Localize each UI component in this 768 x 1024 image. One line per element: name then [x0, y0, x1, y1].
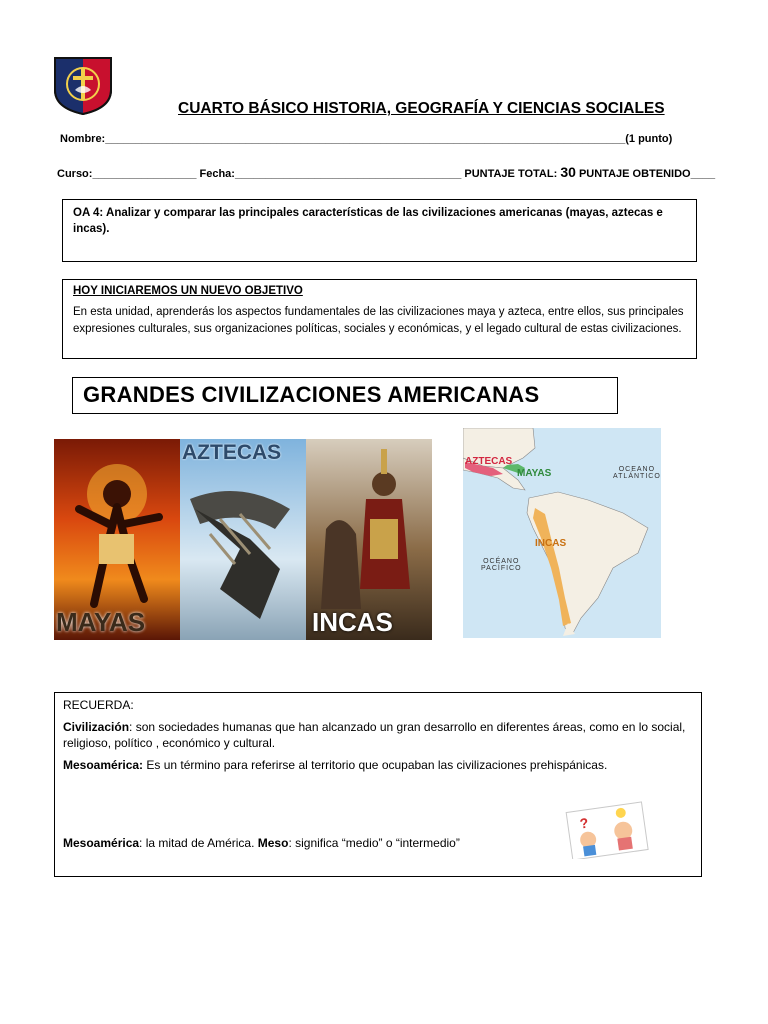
americas-map-image: [463, 428, 661, 638]
mesoamerica-term-2: Mesoamérica: [63, 836, 140, 850]
name-field-line[interactable]: Nombre:_____________________________________________________________________________________(1 punto): [60, 133, 673, 145]
mesoamerica-definition: [63, 757, 693, 773]
civilizations-collage-image: [54, 439, 432, 640]
remember-box: [54, 692, 702, 877]
section-heading: GRANDES CIVILIZACIONES AMERICANAS: [72, 377, 618, 414]
map-incas-label: INCAS: [535, 538, 567, 549]
civilization-term: Civilización: [63, 720, 130, 734]
course-date-score-line: [57, 164, 715, 180]
incas-panel: [306, 439, 432, 640]
map-atlantic-line-2: ATLÁNTICO: [613, 473, 661, 480]
document-title: CUARTO BÁSICO HISTORIA, GEOGRAFÍA Y CIENCIAS SOCIALES: [178, 100, 665, 117]
civilization-definition: [63, 719, 693, 751]
aztecas-panel: [180, 439, 306, 640]
school-crest-logo: [53, 56, 113, 116]
mesoamerica-term: Mesoamérica:: [63, 758, 144, 772]
meso-term: Meso: [257, 836, 289, 850]
mayas-label: MAYAS: [56, 607, 146, 637]
obtained-score-label[interactable]: PUNTAJE OBTENIDO____: [575, 168, 716, 180]
mayas-panel: [54, 439, 180, 640]
map-mayas-label: MAYAS: [517, 468, 552, 479]
map-atlantic-line-1: OCEANO: [618, 466, 656, 473]
thinking-kids-clipart: [565, 801, 649, 859]
svg-text:?: ?: [578, 814, 590, 832]
total-score-value: 30: [560, 164, 576, 180]
civilization-text: : son sociedades humanas que han alcanzado un gran desarrollo en diferentes áreas, como en lo social, religioso, político , económico y cultural.: [63, 720, 686, 750]
mesoamerica-meaning: [63, 835, 460, 851]
incas-label: INCAS: [312, 607, 393, 637]
learning-objective-text: OA 4: Analizar y comparar las principales características de las civilizaciones americanas (mayas, aztecas e incas).: [73, 207, 663, 235]
aztecas-label: AZTECAS: [182, 441, 282, 464]
course-date-label[interactable]: Curso:_________________ Fecha:_____________________________________ PUNTAJE TOTAL:: [57, 168, 561, 180]
learning-objective-box: [62, 199, 697, 262]
map-pacific-line-2: PACÍFICO: [481, 565, 522, 572]
map-aztecas-label: AZTECAS: [465, 456, 513, 467]
mesoamerica-text: Es un término para referirse al territorio que ocupaban las civilizaciones prehispánicas.: [143, 758, 608, 772]
map-pacific-line-1: OCÉANO: [483, 558, 520, 565]
meso-meaning-text: : significa “medio” o “intermedio”: [288, 836, 460, 850]
map-atlantic-label: [613, 466, 661, 480]
new-objective-text: En esta unidad, aprenderás los aspectos fundamentales de las civilizaciones maya y azteca, entre ellos, sus principales expresiones culturales, sus organizaciones políticas, sociales y económicas, y el legado cultural de estas civilizaciones.: [73, 306, 684, 335]
mesoamerica-meaning-text: : la mitad de América.: [139, 836, 258, 850]
map-pacific-label: [481, 558, 522, 572]
remember-heading: RECUERDA:: [63, 698, 134, 712]
new-objective-box: [62, 279, 697, 359]
new-objective-heading: HOY INICIAREMOS UN NUEVO OBJETIVO: [73, 285, 303, 297]
